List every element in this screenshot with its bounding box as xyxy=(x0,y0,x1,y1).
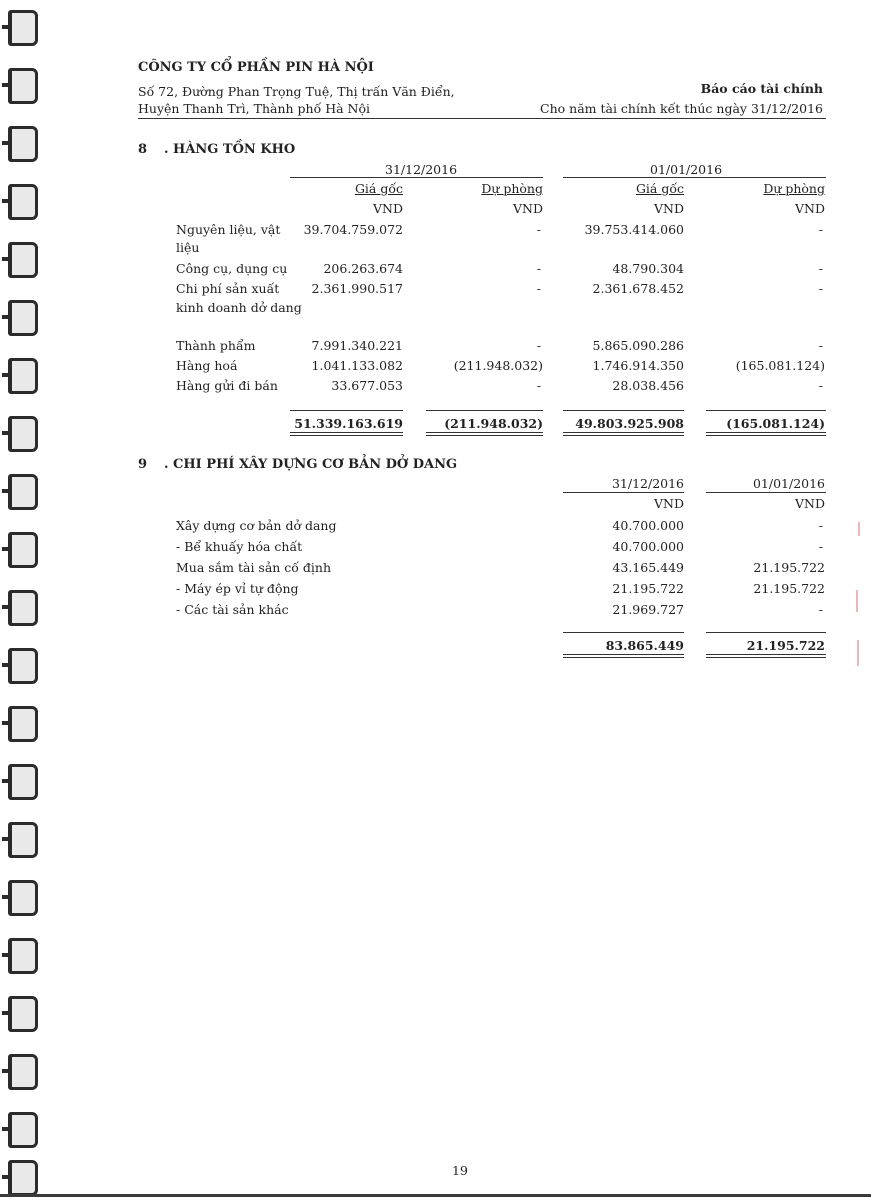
cell-prov1: - xyxy=(536,281,541,296)
section-9-unit1: VND xyxy=(654,496,684,511)
total-v1: 83.865.449 xyxy=(605,638,684,653)
cell-prov1: - xyxy=(536,222,541,237)
signature-mark xyxy=(856,590,858,612)
section-8-date1: 31/12/2016 xyxy=(385,162,458,177)
cell-v2: 21.195.722 xyxy=(753,581,825,596)
total-double-rule xyxy=(706,654,826,658)
binding-ring xyxy=(8,1112,38,1148)
binding-ring xyxy=(8,184,38,220)
spiral-binding xyxy=(0,0,52,1200)
binding-ring xyxy=(8,880,38,916)
total-double-rule xyxy=(706,432,826,436)
cell-v1: 21.195.722 xyxy=(612,581,684,596)
construction-label: - Các tài sản khác xyxy=(176,602,289,617)
unit-cost-2: VND xyxy=(654,201,684,216)
total-double-rule xyxy=(426,432,543,436)
binding-ring xyxy=(8,590,38,626)
cell-prov2: - xyxy=(818,222,823,237)
section-8-title: . HÀNG TỒN KHO xyxy=(164,142,296,157)
construction-label: Xây dựng cơ bản dở dang xyxy=(176,518,337,533)
construction-label: Mua sắm tài sản cố định xyxy=(176,560,332,575)
binding-ring xyxy=(8,474,38,510)
report-period: Cho năm tài chính kết thúc ngày 31/12/2016 xyxy=(540,101,823,116)
binding-ring xyxy=(8,996,38,1032)
cell-cost2: 39.753.414.060 xyxy=(584,222,684,237)
binding-ring xyxy=(8,358,38,394)
total-cost1: 51.339.163.619 xyxy=(294,416,403,431)
inventory-label: Công cụ, dụng cụ xyxy=(176,261,288,276)
cell-cost1: 7.991.340.221 xyxy=(311,338,403,353)
construction-label: - Bể khuấy hóa chất xyxy=(176,539,303,554)
cell-cost2: 28.038.456 xyxy=(612,378,684,393)
header-rule xyxy=(138,118,826,119)
section-9-unit2: VND xyxy=(795,496,825,511)
subtotal-rule xyxy=(290,410,403,411)
inventory-label: Hàng hoá xyxy=(176,358,238,373)
cell-v2: - xyxy=(818,518,823,533)
binding-ring xyxy=(8,1054,38,1090)
unit-cost-1: VND xyxy=(373,201,403,216)
total-double-rule xyxy=(290,432,403,436)
date-rule xyxy=(706,492,826,493)
cell-v1: 40.700.000 xyxy=(612,518,684,533)
cell-prov2: - xyxy=(818,378,823,393)
col-provision-2: Dự phòng xyxy=(763,181,825,196)
binding-ring xyxy=(8,938,38,974)
subtotal-rule xyxy=(706,410,826,411)
date1-rule xyxy=(290,177,543,178)
cell-cost1: 2.361.990.517 xyxy=(311,281,403,296)
col-cost-1: Giá gốc xyxy=(354,181,403,196)
section-9-number: 9 xyxy=(138,457,148,472)
total-cost2: 49.803.925.908 xyxy=(575,416,684,431)
cell-v1: 40.700.000 xyxy=(612,539,684,554)
binding-ring xyxy=(8,764,38,800)
inventory-label: Chi phí sản xuất xyxy=(176,281,280,296)
binding-ring xyxy=(8,822,38,858)
cell-prov2: - xyxy=(818,281,823,296)
cell-cost1: 39.704.759.072 xyxy=(303,222,403,237)
binding-ring xyxy=(8,648,38,684)
unit-provision-2: VND xyxy=(795,201,825,216)
section-9-title: . CHI PHÍ XÂY DỰNG CƠ BẢN DỞ DANG xyxy=(164,457,458,472)
cell-v2: 21.195.722 xyxy=(753,560,825,575)
binding-ring xyxy=(8,706,38,742)
binding-ring xyxy=(8,532,38,568)
company-address-line2: Huyện Thanh Trì, Thành phố Hà Nội xyxy=(138,101,370,116)
binding-ring xyxy=(8,10,38,46)
cell-cost1: 206.263.674 xyxy=(323,261,403,276)
signature-mark xyxy=(857,640,859,666)
report-title: Báo cáo tài chính xyxy=(700,81,823,96)
cell-prov2: - xyxy=(818,338,823,353)
section-8-date2: 01/01/2016 xyxy=(650,162,723,177)
cell-cost2: 5.865.090.286 xyxy=(592,338,684,353)
col-provision-1: Dự phòng xyxy=(481,181,543,196)
cell-prov1: (211.948.032) xyxy=(453,358,543,373)
cell-prov1: - xyxy=(536,378,541,393)
section-9-date1: 31/12/2016 xyxy=(611,476,684,491)
cell-v1: 43.165.449 xyxy=(612,560,684,575)
date-rule xyxy=(563,492,684,493)
cell-cost2: 1.746.914.350 xyxy=(592,358,684,373)
total-double-rule xyxy=(563,432,684,436)
total-v2: 21.195.722 xyxy=(746,638,825,653)
cell-prov2: - xyxy=(818,261,823,276)
col-cost-2: Giá gốc xyxy=(635,181,684,196)
cell-v2: - xyxy=(818,539,823,554)
binding-ring xyxy=(8,416,38,452)
section-8-number: 8 xyxy=(138,142,148,157)
page-number: 19 xyxy=(452,1163,468,1178)
cell-prov2: (165.081.124) xyxy=(735,358,825,373)
inventory-label: Hàng gửi đi bán xyxy=(176,378,278,393)
subtotal-rule xyxy=(563,410,684,411)
construction-label: - Máy ép vỉ tự động xyxy=(176,581,299,596)
total-prov2: (165.081.124) xyxy=(726,416,825,431)
cell-v1: 21.969.727 xyxy=(612,602,684,617)
cell-cost1: 1.041.133.082 xyxy=(311,358,403,373)
subtotal-rule xyxy=(706,632,826,633)
company-address-line1: Số 72, Đường Phan Trọng Tuệ, Thị trấn Văn Điển, xyxy=(138,84,455,99)
cell-cost1: 33.677.053 xyxy=(331,378,403,393)
subtotal-rule xyxy=(563,632,684,633)
inventory-label-cont: liệu xyxy=(176,240,200,255)
unit-provision-1: VND xyxy=(513,201,543,216)
binding-ring xyxy=(8,68,38,104)
cell-cost2: 2.361.678.452 xyxy=(592,281,684,296)
total-double-rule xyxy=(563,654,684,658)
section-9-date2: 01/01/2016 xyxy=(752,476,825,491)
inventory-label: Nguyên liệu, vật xyxy=(176,222,281,237)
binding-ring xyxy=(8,242,38,278)
signature-mark xyxy=(858,522,860,536)
total-prov1: (211.948.032) xyxy=(444,416,543,431)
cell-cost2: 48.790.304 xyxy=(612,261,684,276)
cell-prov1: - xyxy=(536,261,541,276)
company-name: CÔNG TY CỔ PHẦN PIN HÀ NỘI xyxy=(138,60,374,75)
inventory-label-cont: kinh doanh dở dang xyxy=(176,300,302,315)
cell-prov1: - xyxy=(536,338,541,353)
inventory-label: Thành phẩm xyxy=(176,338,256,353)
cell-v2: - xyxy=(818,602,823,617)
binding-ring xyxy=(8,300,38,336)
subtotal-rule xyxy=(426,410,543,411)
binding-ring xyxy=(8,126,38,162)
page-bottom-edge xyxy=(0,1194,871,1197)
binding-ring xyxy=(8,1160,38,1196)
date2-rule xyxy=(563,177,826,178)
